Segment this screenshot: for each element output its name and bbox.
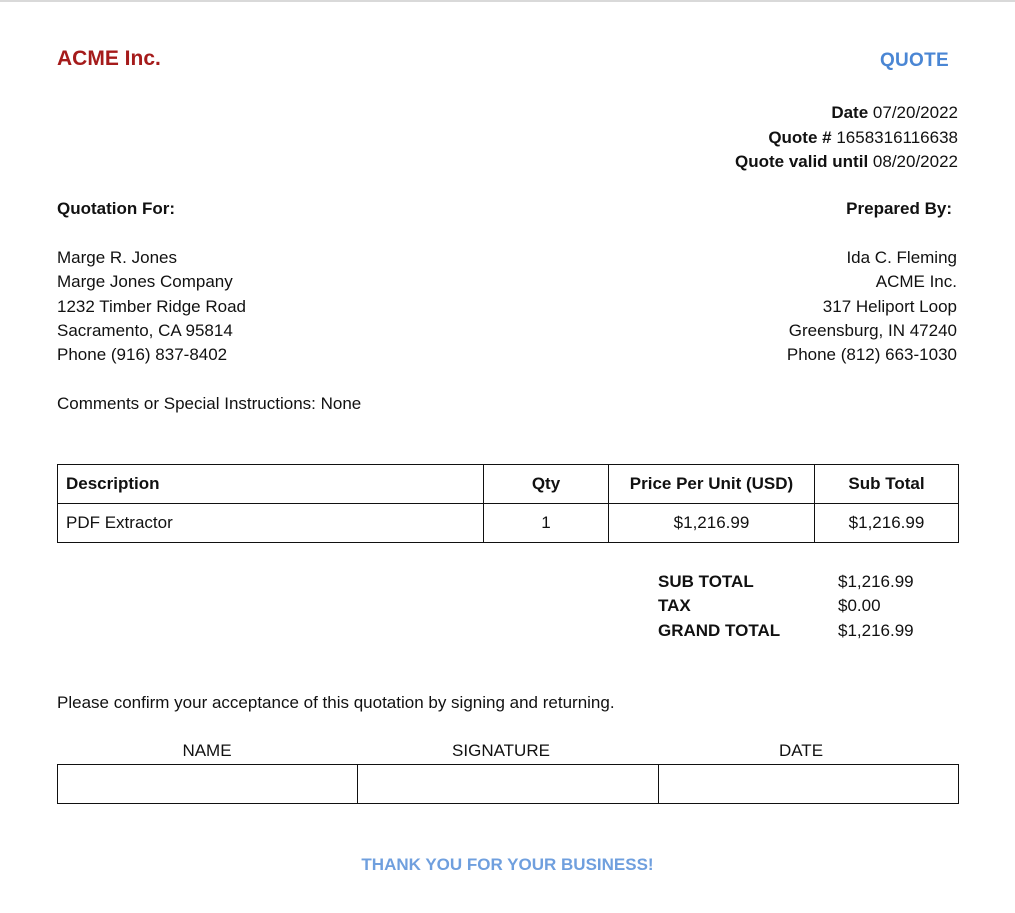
preparer-company: ACME Inc. bbox=[875, 272, 957, 292]
cell-subtotal: $1,216.99 bbox=[815, 504, 959, 543]
date-label: Date bbox=[831, 103, 869, 122]
document-title: QUOTE bbox=[879, 50, 949, 71]
valid-until-value: 08/20/2022 bbox=[872, 152, 958, 171]
thank-you-footer: THANK YOU FOR YOUR BUSINESS! bbox=[361, 855, 654, 874]
signature-field[interactable] bbox=[358, 765, 658, 803]
client-city: Sacramento, CA 95814 bbox=[57, 320, 233, 340]
preparer-city: Greensburg, IN 47240 bbox=[788, 320, 957, 340]
grand-total-value: $1,216.99 bbox=[838, 620, 914, 640]
cell-price: $1,216.99 bbox=[609, 504, 815, 543]
tax-label: TAX bbox=[658, 596, 691, 616]
name-field[interactable] bbox=[58, 765, 358, 803]
top-border bbox=[0, 0, 1015, 2]
quote-number-label: Quote # bbox=[768, 127, 832, 147]
items-table bbox=[57, 464, 959, 543]
quote-meta bbox=[735, 101, 958, 175]
client-street: 1232 Timber Ridge Road bbox=[57, 296, 247, 316]
totals-block bbox=[658, 570, 914, 643]
signature-header: SIGNATURE bbox=[452, 741, 550, 760]
grand-total-row bbox=[658, 619, 914, 643]
date-value: 07/20/2022 bbox=[872, 103, 958, 122]
col-header-description: Description bbox=[58, 465, 484, 504]
preparer-name: Ida C. Fleming bbox=[846, 248, 957, 267]
client-company: Marge Jones Company bbox=[57, 272, 233, 292]
prepared-by-label: Prepared By: bbox=[846, 199, 952, 218]
cell-description: PDF Extractor bbox=[58, 504, 484, 543]
tax-row bbox=[658, 594, 914, 618]
col-header-subtotal: Sub Total bbox=[815, 465, 959, 504]
client-name: Marge R. Jones bbox=[57, 248, 177, 267]
quote-number-value: 1658316116638 bbox=[836, 127, 958, 147]
valid-until-row bbox=[735, 150, 958, 175]
date-row bbox=[735, 101, 958, 126]
preparer-street: 317 Heliport Loop bbox=[822, 296, 957, 316]
comments-text: Comments or Special Instructions: None bbox=[57, 394, 362, 413]
sub-total-label: SUB TOTAL bbox=[658, 572, 754, 591]
quotation-for-label: Quotation For: bbox=[57, 199, 176, 218]
name-header: NAME bbox=[182, 741, 232, 760]
date-header: DATE bbox=[778, 741, 824, 760]
col-header-price: Price Per Unit (USD) bbox=[609, 465, 815, 504]
company-name: ACME Inc. bbox=[57, 47, 161, 70]
client-address bbox=[57, 246, 246, 367]
confirm-text: Please confirm your acceptance of this quotation by signing and returning. bbox=[57, 693, 615, 712]
quote-number-row bbox=[735, 126, 958, 151]
grand-total-label: GRAND TOTAL bbox=[658, 620, 781, 640]
date-field[interactable] bbox=[659, 765, 958, 803]
sub-total-row bbox=[658, 570, 914, 594]
tax-value: $0.00 bbox=[838, 596, 881, 616]
table-row bbox=[58, 504, 959, 543]
client-phone: Phone (916) 837-8402 bbox=[57, 345, 228, 365]
preparer-address bbox=[787, 246, 957, 367]
preparer-phone: Phone (812) 663-1030 bbox=[786, 345, 957, 365]
signature-table bbox=[57, 764, 959, 804]
col-header-qty: Qty bbox=[484, 465, 609, 504]
table-header-row bbox=[58, 465, 959, 504]
valid-until-label: Quote valid until bbox=[735, 152, 869, 171]
sub-total-value: $1,216.99 bbox=[838, 572, 914, 591]
cell-qty: 1 bbox=[484, 504, 609, 543]
